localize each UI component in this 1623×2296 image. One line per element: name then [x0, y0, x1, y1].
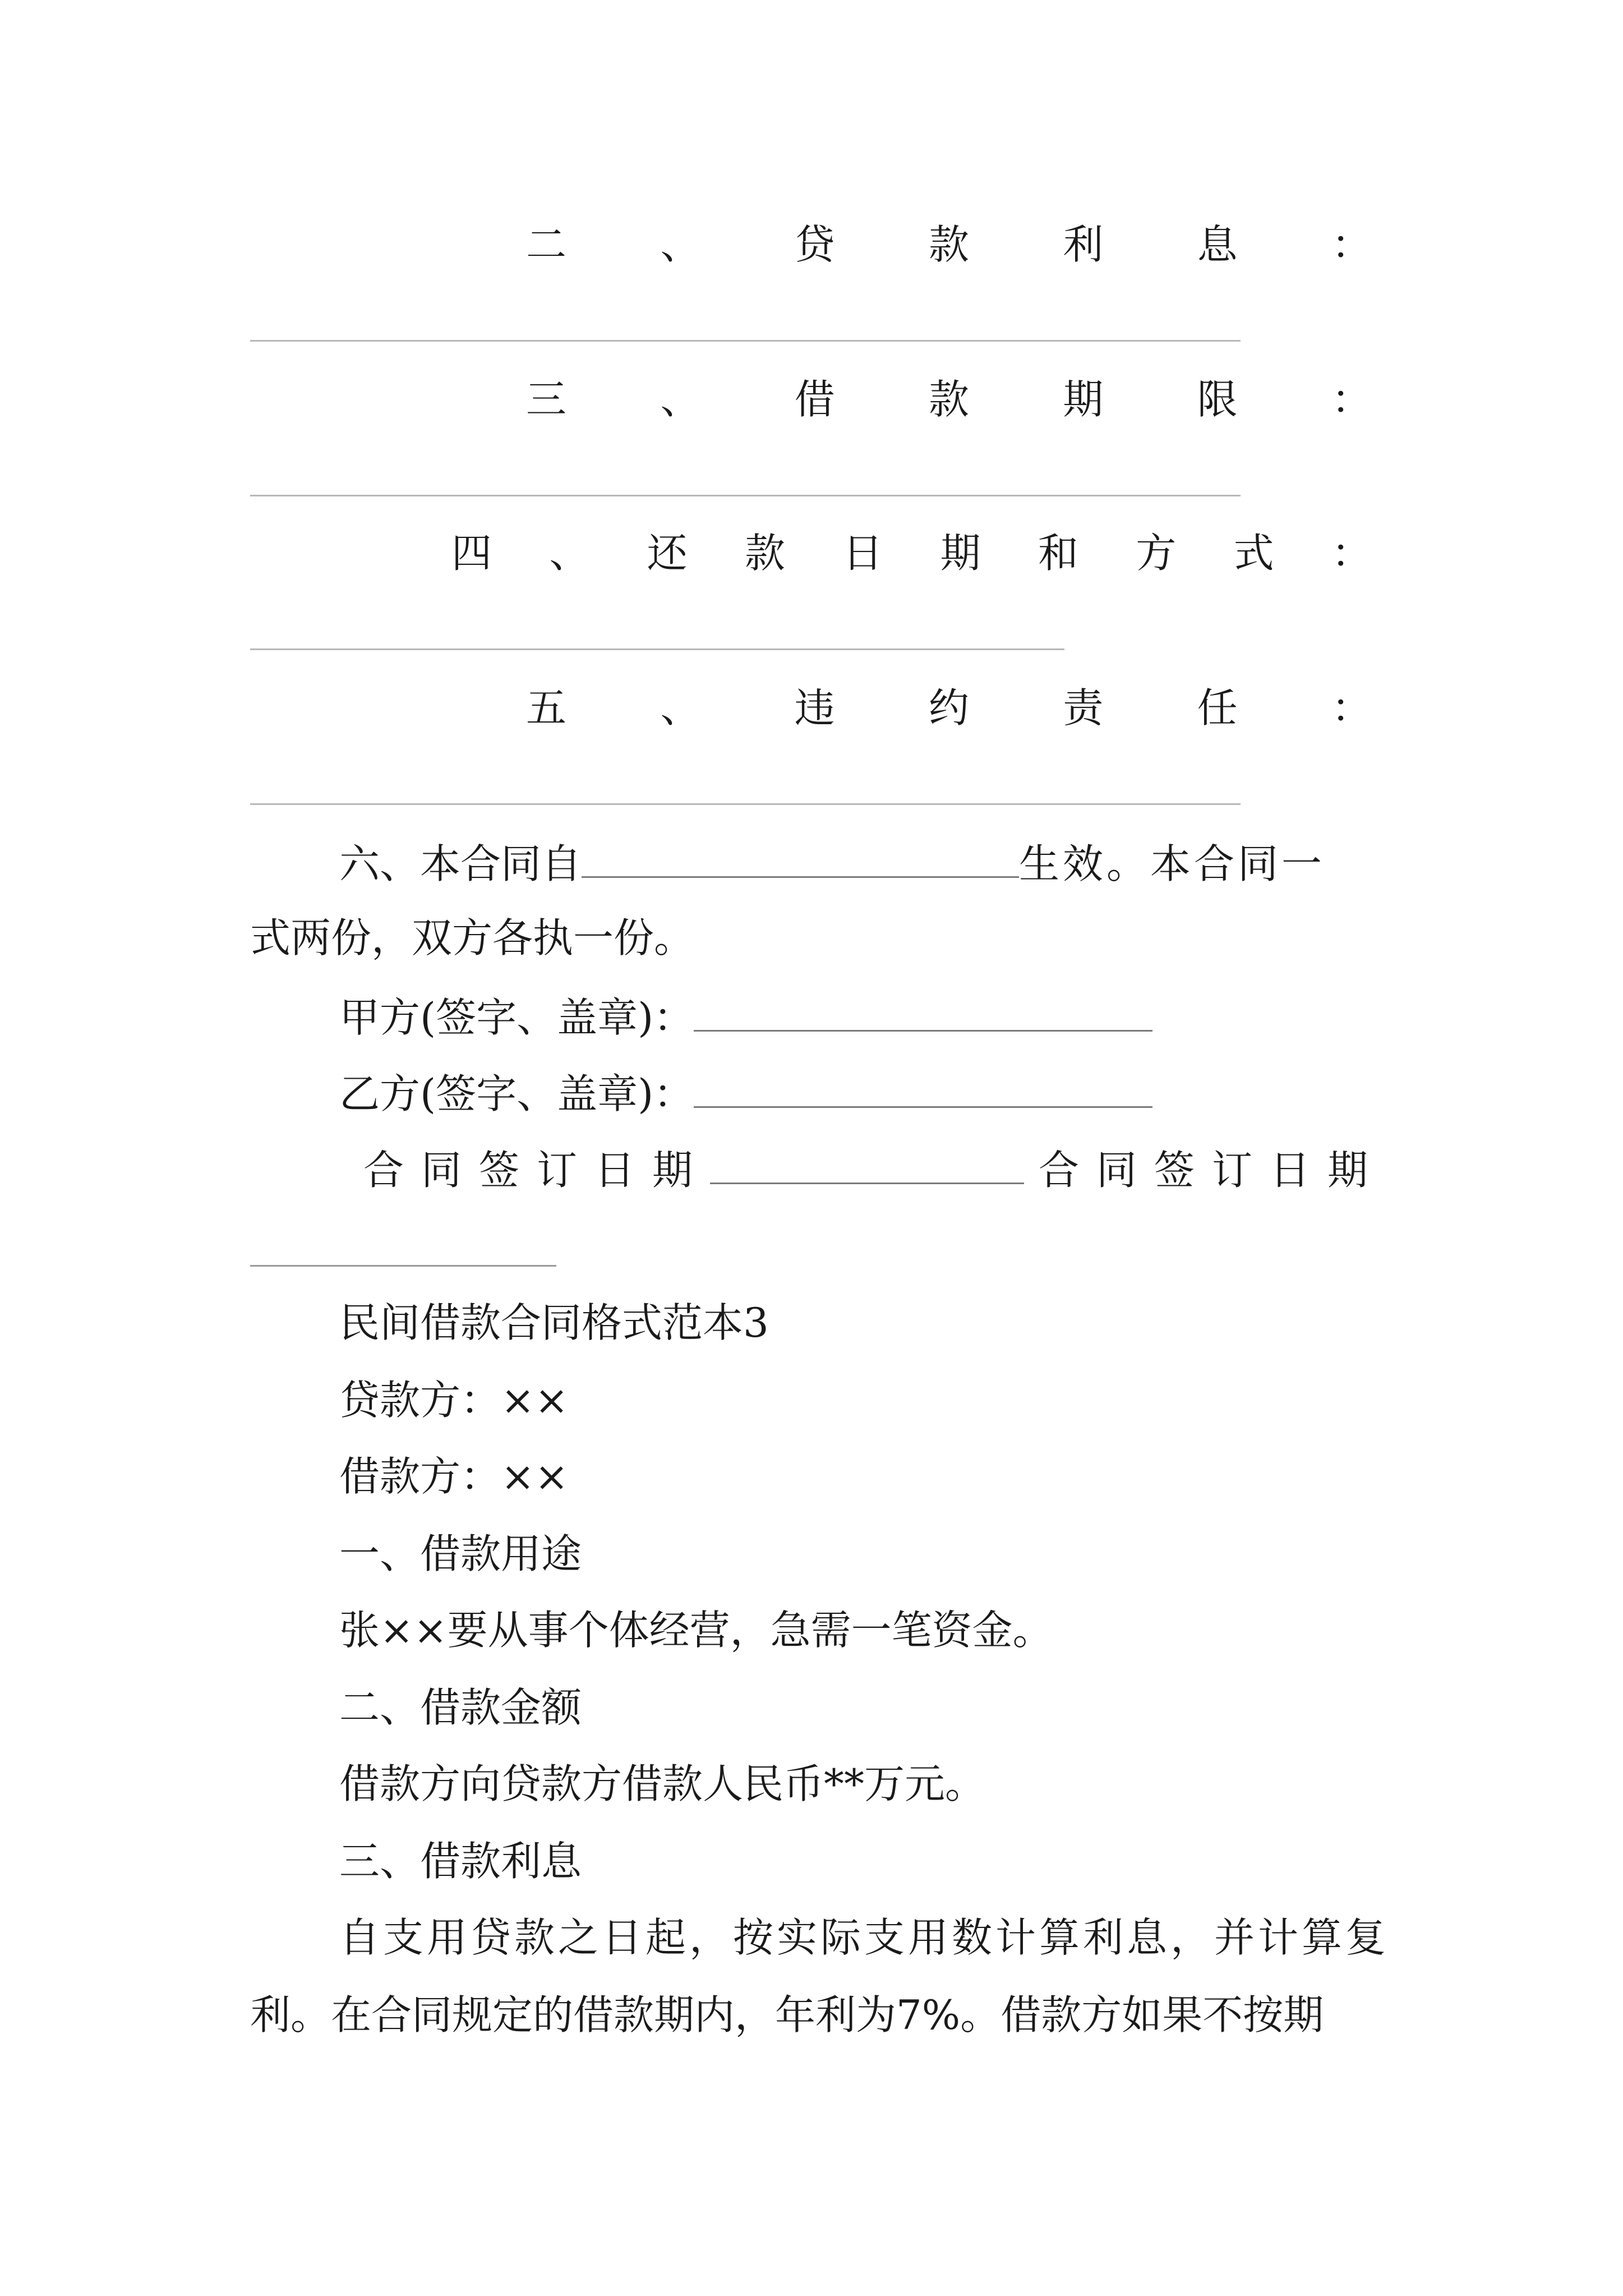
section6-prefix: 六、本合同自 [339, 840, 582, 887]
borrower-line: 借款方：×× [339, 1453, 569, 1500]
effective-date-blank [582, 841, 1019, 878]
char: 和 [1038, 530, 1078, 577]
char: 四 [451, 530, 492, 577]
heading-loan-interest: 三、借款利息 [339, 1838, 582, 1885]
char: 利 [1063, 221, 1104, 268]
char: 五 [526, 684, 567, 731]
char: 三 [526, 376, 567, 423]
loan-interest-text-line2: 利。在合同规定的借款期内，年利为7%。借款方如果不按期 [250, 1991, 1324, 2039]
sign-date-line [363, 1147, 1386, 1194]
char: ： [1331, 684, 1372, 731]
char: ： [1331, 221, 1372, 268]
section6-suffix: 生效。本合同一 [1019, 840, 1326, 887]
sign-date-label-2: 合同签订日期 [1039, 1147, 1386, 1194]
char: 款 [744, 530, 785, 577]
sign-date-blank-2 [250, 1265, 556, 1267]
char: 还 [647, 530, 688, 577]
section5-blank-line [250, 803, 1241, 805]
char: 款 [928, 376, 969, 423]
section6-line2: 式两份，双方各执一份。 [250, 914, 695, 961]
heading-loan-purpose: 一、借款用途 [339, 1530, 582, 1577]
section6-line1 [339, 840, 1326, 887]
char: ： [1331, 530, 1372, 577]
char: 贷 [794, 221, 835, 268]
section2-heading [526, 221, 1372, 268]
section3-blank-line [250, 495, 1241, 496]
char: 期 [1063, 376, 1104, 423]
lender-line: 贷款方：×× [339, 1377, 569, 1424]
section5-heading [526, 684, 1372, 731]
sign-date-blank-1 [710, 1148, 1024, 1184]
party-b-signature-blank [694, 1071, 1152, 1108]
char: 违 [794, 684, 835, 731]
char: 、 [549, 530, 590, 577]
char: 期 [940, 530, 981, 577]
template3-title: 民间借款合同格式范本3 [339, 1299, 769, 1346]
char: 限 [1197, 376, 1238, 423]
loan-interest-text-line1: 自支用贷款之日起，按实际支用数计算利息，并计算复 [339, 1914, 1390, 1961]
section4-heading [451, 530, 1372, 577]
party-a-signature-line [339, 994, 1152, 1041]
char: 约 [928, 684, 969, 731]
party-a-label: 甲方(签字、盖章)： [339, 994, 694, 1041]
char: 方 [1136, 530, 1177, 577]
char: 息 [1197, 221, 1238, 268]
char: 、 [660, 376, 701, 423]
party-b-label: 乙方(签字、盖章)： [339, 1070, 694, 1117]
sign-date-label-1: 合同签订日期 [363, 1147, 711, 1194]
heading-loan-amount: 二、借款金额 [339, 1684, 582, 1731]
char: 、 [660, 221, 701, 268]
loan-amount-text: 借款方向贷款方借款人民币**万元。 [339, 1760, 986, 1807]
section2-blank-line [250, 340, 1241, 342]
char: 责 [1063, 684, 1104, 731]
loan-purpose-text: 张××要从事个体经营，急需一笔资金。 [339, 1607, 1053, 1654]
char: 款 [928, 221, 969, 268]
char: 二 [526, 221, 567, 268]
party-b-signature-line [339, 1070, 1152, 1117]
char: 任 [1197, 684, 1238, 731]
char: 借 [794, 376, 835, 423]
char: ： [1331, 376, 1372, 423]
section3-heading [526, 376, 1372, 423]
section4-blank-line [250, 648, 1064, 650]
party-a-signature-blank [694, 995, 1152, 1032]
char: 日 [842, 530, 883, 577]
char: 、 [660, 684, 701, 731]
char: 式 [1233, 530, 1274, 577]
